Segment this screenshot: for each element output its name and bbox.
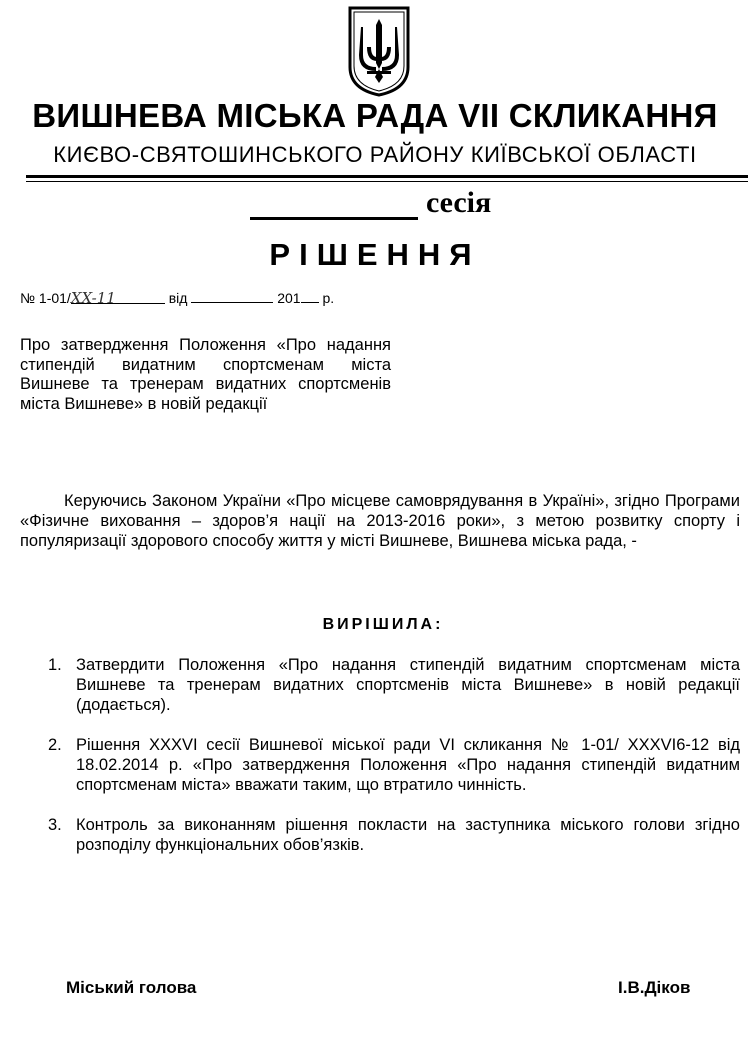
council-name: ВИШНЕВА МІСЬКА РАДА VII СКЛИКАННЯ bbox=[32, 97, 718, 134]
resolved-heading: ВИРІШИЛА: bbox=[322, 616, 444, 633]
signatory-name: І.В.Діков bbox=[618, 978, 691, 997]
list-item bbox=[48, 655, 740, 715]
date-blank bbox=[191, 288, 273, 303]
session-number-blank bbox=[250, 189, 418, 220]
session-label: сесія bbox=[426, 186, 492, 219]
item-text: Контроль за виконанням рішення покласти на заступника міського голови згідно розподілу функціональних обов’язків. bbox=[76, 816, 740, 854]
subject-text: Про затвердження Положення «Про надання стипендій видатним спортсменам міста Вишневе та тренерам видатних спортсменів міста Вишневе» в новій редакції bbox=[20, 336, 391, 413]
header-divider-thin bbox=[26, 181, 748, 182]
session-line bbox=[250, 186, 491, 220]
preamble-paragraph: Керуючись Законом України «Про місцеве самоврядування в Україні», згідно Програми «Фізичне виховання – здоров’я нації на 2013-2016 роки», з метою розвитку спорту і популяризації здорового способу життя у місті Вишневе, Вишнева міська рада, - bbox=[20, 492, 740, 550]
header-divider bbox=[26, 175, 748, 178]
item-number: 3. bbox=[48, 816, 62, 834]
list-item bbox=[48, 815, 740, 855]
year-prefix: 201 bbox=[277, 290, 301, 306]
decision-number-line bbox=[20, 288, 334, 306]
item-text: Затвердити Положення «Про надання стипендій видатним спортсменам міста Вишневе та тренерам видатних спортсменів міста Вишневе» в новій редакції (додається). bbox=[76, 656, 740, 714]
item-number: 1. bbox=[48, 656, 62, 674]
decision-subject bbox=[20, 336, 391, 414]
handwritten-number: XX-11 bbox=[70, 289, 116, 307]
year-suffix: р. bbox=[322, 290, 335, 306]
coat-of-arms-icon bbox=[347, 5, 411, 97]
item-text: Рішення XXXVI сесії Вишневої міської ради VI скликання № 1-01/ XXXVI6-12 від 18.02.2014 р. «Про затвердження Положення «Про надання стипендій видатним спортсменам міста» вважати таким, що втратило чинність. bbox=[76, 736, 740, 794]
district-name: КИЄВО-СВЯТОШИНСЬКОГО РАЙОНУ КИЇВСЬКОЇ ОБЛАСТІ bbox=[53, 142, 697, 167]
from-label: від bbox=[168, 290, 188, 306]
item-number: 2. bbox=[48, 736, 62, 754]
number-prefix: № 1-01/ bbox=[20, 290, 71, 306]
number-blank bbox=[70, 289, 165, 307]
resolution-items bbox=[48, 655, 740, 875]
signatory-title: Міський голова bbox=[66, 978, 197, 997]
list-item bbox=[48, 735, 740, 795]
document-type-title: РІШЕННЯ bbox=[269, 237, 481, 272]
year-blank bbox=[301, 288, 319, 303]
